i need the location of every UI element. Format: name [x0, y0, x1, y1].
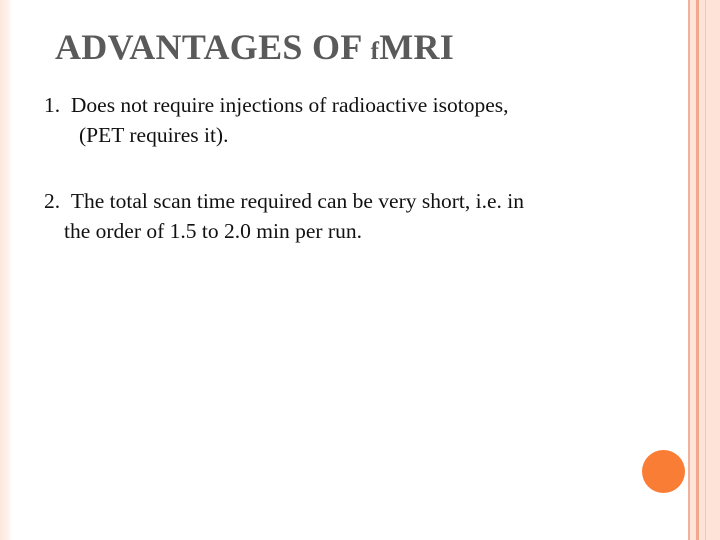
- right-border-line: [688, 0, 690, 540]
- decorative-orange-circle: [642, 450, 685, 493]
- slide-body: [44, 90, 674, 246]
- list-item: [44, 186, 674, 246]
- list-item-text: Does not require injections of radioactive isotopes,: [70, 93, 509, 117]
- list-item-continuation: (PET requires it).: [79, 123, 229, 147]
- list-item: [44, 90, 674, 150]
- list-item-number: 1.: [44, 93, 61, 117]
- list-item-first-line: [44, 90, 674, 120]
- slide-title: [55, 26, 454, 68]
- title-small-f: f: [370, 38, 380, 65]
- list-item-first-line: [44, 186, 674, 216]
- list-item-continuation: the order of 1.5 to 2.0 min per run.: [64, 219, 362, 243]
- right-border-line: [705, 0, 706, 540]
- list-item-text: The total scan time required can be very short, i.e. in: [70, 189, 525, 213]
- right-border-panel: [688, 0, 720, 540]
- right-border-line: [696, 0, 699, 540]
- title-main: ADVANTAGES OF: [55, 27, 371, 67]
- list-item-number: 2.: [44, 189, 61, 213]
- title-rest: MRI: [379, 27, 455, 67]
- left-border-stripe: [0, 0, 12, 540]
